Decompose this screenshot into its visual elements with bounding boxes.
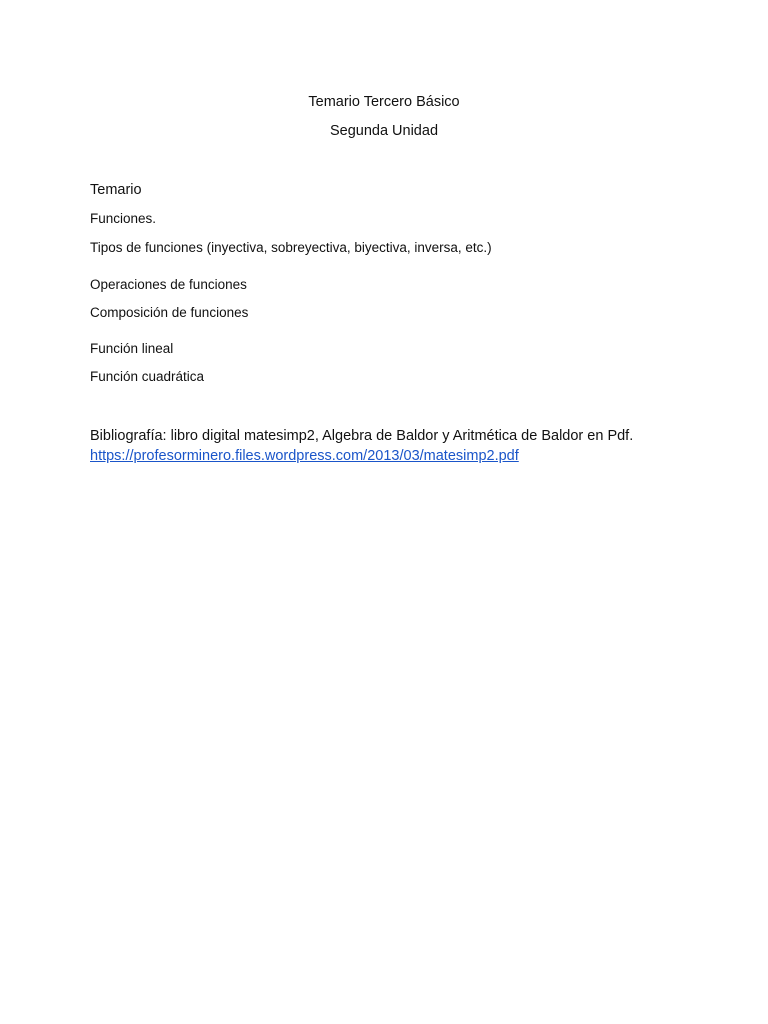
bibliography-text: Bibliografía: libro digital matesimp2, Algebra de Baldor y Aritmética de Baldor en Pdf.	[90, 428, 634, 444]
topic-item: Función cuadrática	[90, 369, 205, 384]
topic-item: Funciones.	[90, 211, 157, 226]
bibliography-link[interactable]: https://profesorminero.files.wordpress.com/2013/03/matesimp2.pdf	[90, 448, 519, 464]
topic-item: Tipos de funciones (inyectiva, sobreyectiva, biyectiva, inversa, etc.)	[90, 240, 492, 255]
document-title: Temario Tercero Básico	[308, 94, 460, 110]
topic-item: Función lineal	[90, 341, 174, 356]
section-heading: Temario	[90, 182, 142, 198]
topic-item: Composición de funciones	[90, 305, 249, 320]
document-subtitle: Segunda Unidad	[329, 123, 439, 139]
topic-item: Operaciones de funciones	[90, 277, 247, 292]
